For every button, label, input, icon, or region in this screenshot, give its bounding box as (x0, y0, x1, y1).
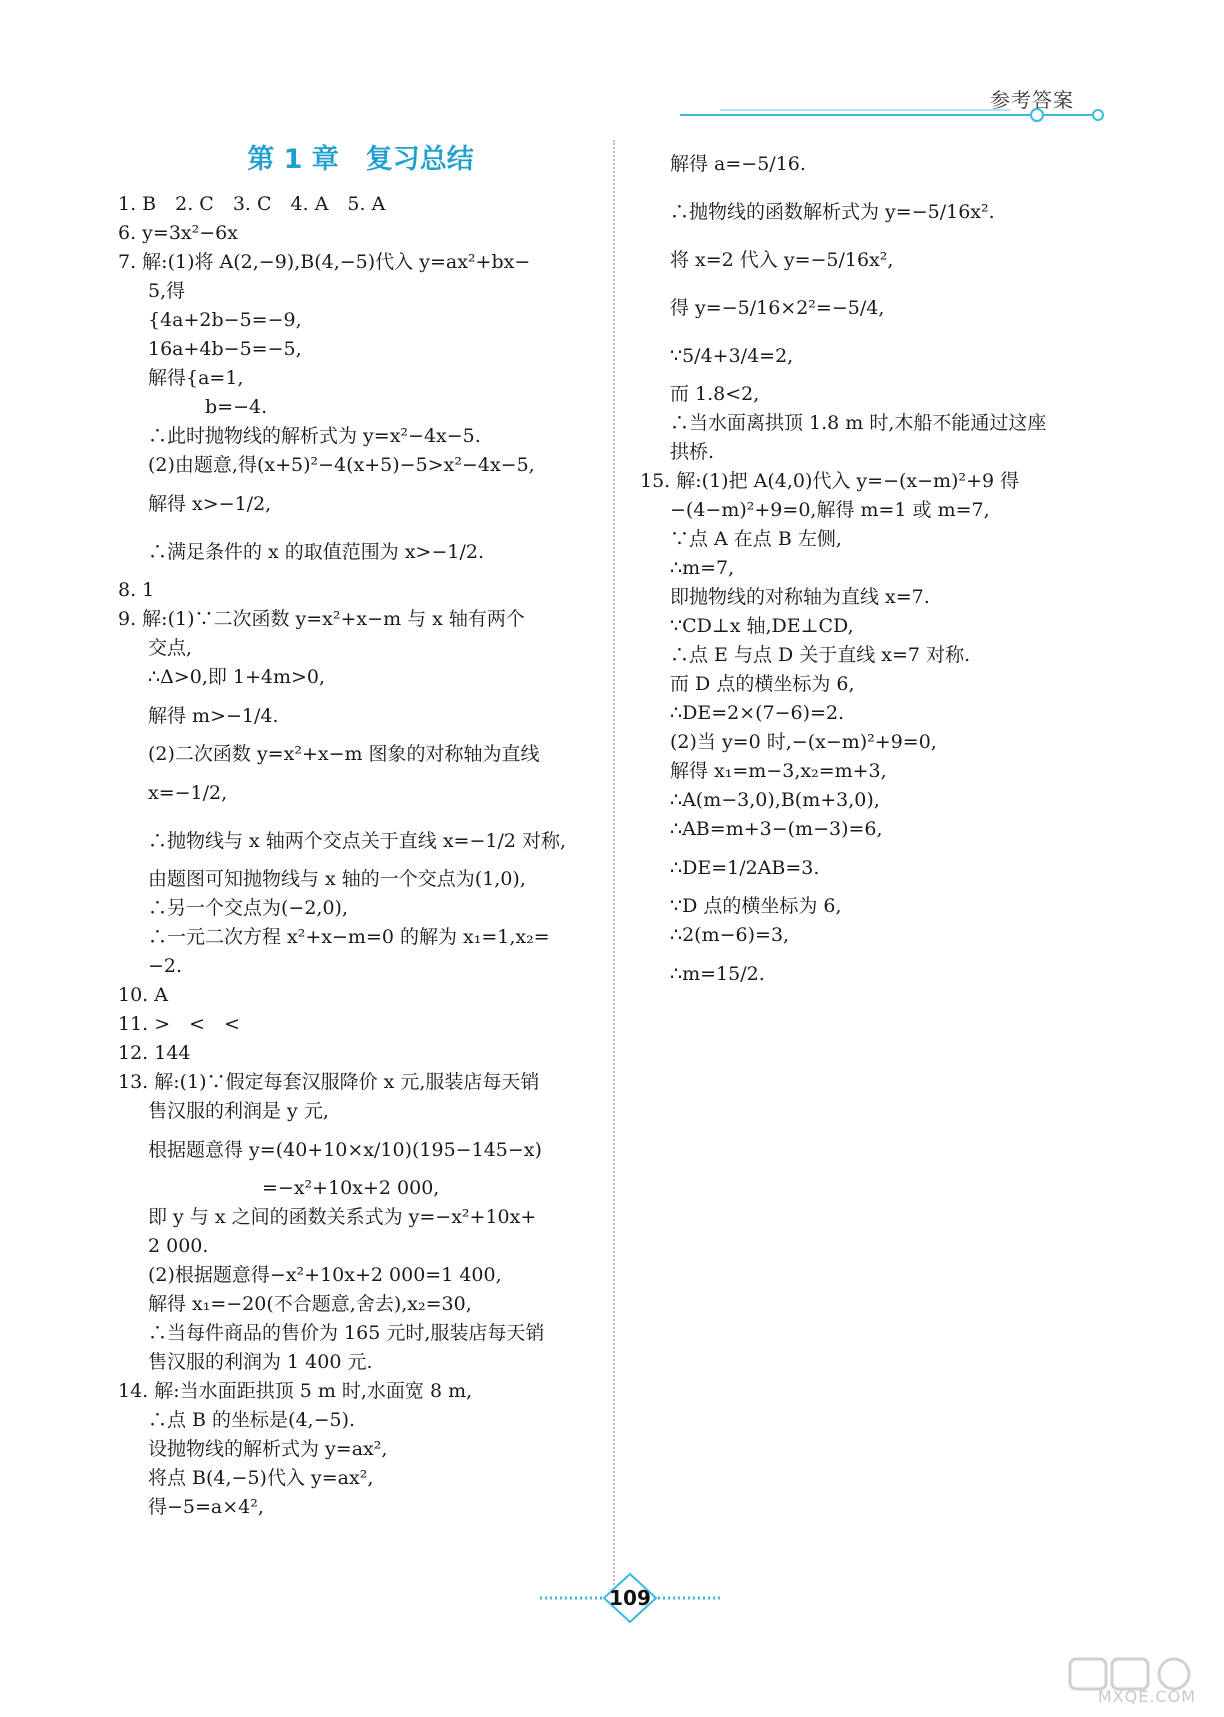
answer-line: ∵CD⊥x 轴,DE⊥CD, (670, 615, 854, 637)
answer-line: 15. 解:(1)把 A(4,0)代入 y=−(x−m)²+9 得 (640, 470, 1020, 492)
answer-line: 解得 m>−1/4. (148, 705, 279, 727)
answer-line: 1. B 2. C 3. C 4. A 5. A (118, 193, 386, 215)
answer-line: 2 000. (148, 1235, 209, 1257)
answer-line: ∴DE=1/2AB=3. (670, 857, 820, 879)
answer-line: 而 D 点的横坐标为 6, (670, 673, 855, 695)
answer-line: 6. y=3x²−6x (118, 222, 238, 244)
answer-line: 将点 B(4,−5)代入 y=ax², (148, 1467, 374, 1489)
right-column (640, 140, 1120, 998)
answer-line: 售汉服的利润为 1 400 元. (148, 1351, 373, 1373)
answer-line: ∴m=15/2. (670, 963, 765, 985)
chapter-title: 第 1 章 复习总结 (247, 144, 474, 175)
answer-line: 设抛物线的解析式为 y=ax², (148, 1438, 388, 1460)
answer-line: (2)当 y=0 时,−(x−m)²+9=0, (670, 731, 937, 753)
header-decoration (680, 106, 1120, 124)
page-number: 109 (609, 1586, 651, 1610)
answer-line: 根据题意得 y=(40+10×x/10)(195−145−x) (148, 1139, 542, 1161)
answer-line: ∵5/4+3/4=2, (670, 345, 794, 367)
answer-line: 得 y=−5/16×2²=−5/4, (670, 297, 885, 319)
answer-line: 即 y 与 x 之间的函数关系式为 y=−x²+10x+ (148, 1206, 537, 1228)
answer-line: 解得 a=−5/16. (670, 153, 806, 175)
page-number-badge (540, 1570, 720, 1626)
answer-line: ∴抛物线与 x 轴两个交点关于直线 x=−1/2 对称, (148, 830, 567, 852)
answer-line: 将 x=2 代入 y=−5/16x², (670, 249, 894, 271)
answer-line: ∴当水面离拱顶 1.8 m 时,木船不能通过这座 (670, 412, 1047, 434)
answer-line: 而 1.8<2, (670, 383, 760, 405)
answer-line: 解得{a=1, (148, 367, 244, 389)
answer-line: 交点, (148, 637, 193, 659)
answer-line: 11. > < < (118, 1013, 241, 1035)
answer-line: {4a+2b−5=−9, (148, 309, 302, 331)
answer-line: ∵D 点的横坐标为 6, (670, 895, 842, 917)
answer-line: ∴点 B 的坐标是(4,−5). (148, 1409, 356, 1431)
header-label: 参考答案 (990, 88, 1074, 112)
answer-line: ∴抛物线的函数解析式为 y=−5/16x². (670, 201, 995, 223)
watermark-text: MXQE.COM (1097, 1687, 1196, 1706)
watermark-logo (1050, 1655, 1210, 1710)
answer-line: 10. A (118, 984, 168, 1006)
answer-line: ∵点 A 在点 B 左侧, (670, 528, 842, 550)
answer-line: ∴点 E 与点 D 关于直线 x=7 对称. (670, 644, 971, 666)
answer-line: ∴AB=m+3−(m−3)=6, (670, 818, 883, 840)
answer-line: 售汉服的利润是 y 元, (148, 1100, 329, 1122)
answer-line: 16a+4b−5=−5, (148, 338, 302, 360)
answer-line: 解得 x>−1/2, (148, 493, 272, 515)
answer-line: (2)由题意,得(x+5)²−4(x+5)−5>x²−4x−5, (148, 454, 535, 476)
answer-line: b=−4. (148, 396, 268, 418)
answer-line: 12. 144 (118, 1042, 191, 1064)
answer-line: 拱桥. (670, 441, 715, 463)
answer-line: 8. 1 (118, 579, 155, 601)
answer-line: 解得 x₁=m−3,x₂=m+3, (670, 760, 887, 782)
answer-line: 14. 解:当水面距拱顶 5 m 时,水面宽 8 m, (118, 1380, 473, 1402)
column-divider (613, 140, 615, 1600)
answer-line: (2)根据题意得−x²+10x+2 000=1 400, (148, 1264, 502, 1286)
answer-line: 解得 x₁=−20(不合题意,舍去),x₂=30, (148, 1293, 472, 1315)
answer-line: 由题图可知抛物线与 x 轴的一个交点为(1,0), (148, 868, 526, 890)
answer-line: 得−5=a×4², (148, 1496, 264, 1518)
answer-line: (2)二次函数 y=x²+x−m 图象的对称轴为直线 (148, 743, 540, 765)
answer-line: ∴Δ>0,即 1+4m>0, (148, 666, 326, 688)
answer-line: 5,得 (148, 280, 186, 302)
answer-line: ∴DE=2×(7−6)=2. (670, 702, 845, 724)
answer-line: ∴满足条件的 x 的取值范围为 x>−1/2. (148, 541, 485, 563)
answer-line: x=−1/2, (148, 782, 228, 804)
answer-line: ∴另一个交点为(−2,0), (148, 897, 349, 919)
answer-line: ∴当每件商品的售价为 165 元时,服装店每天销 (148, 1322, 545, 1344)
answer-line: 13. 解:(1)∵假定每套汉服降价 x 元,服装店每天销 (118, 1071, 540, 1093)
answer-line: =−x²+10x+2 000, (148, 1177, 440, 1199)
answer-line: ∴A(m−3,0),B(m+3,0), (670, 789, 880, 811)
left-column (118, 140, 603, 1522)
answer-line: −(4−m)²+9=0,解得 m=1 或 m=7, (670, 499, 990, 521)
answer-line: 7. 解:(1)将 A(2,−9),B(4,−5)代入 y=ax²+bx− (118, 251, 531, 273)
answer-line: 9. 解:(1)∵二次函数 y=x²+x−m 与 x 轴有两个 (118, 608, 525, 630)
answer-line: ∴2(m−6)=3, (670, 924, 790, 946)
answer-line: ∴一元二次方程 x²+x−m=0 的解为 x₁=1,x₂= (148, 926, 550, 948)
answer-line: ∴此时抛物线的解析式为 y=x²−4x−5. (148, 425, 481, 447)
answer-line: 即抛物线的对称轴为直线 x=7. (670, 586, 930, 608)
answer-line: ∴m=7, (670, 557, 735, 579)
answer-line: −2. (148, 955, 183, 977)
